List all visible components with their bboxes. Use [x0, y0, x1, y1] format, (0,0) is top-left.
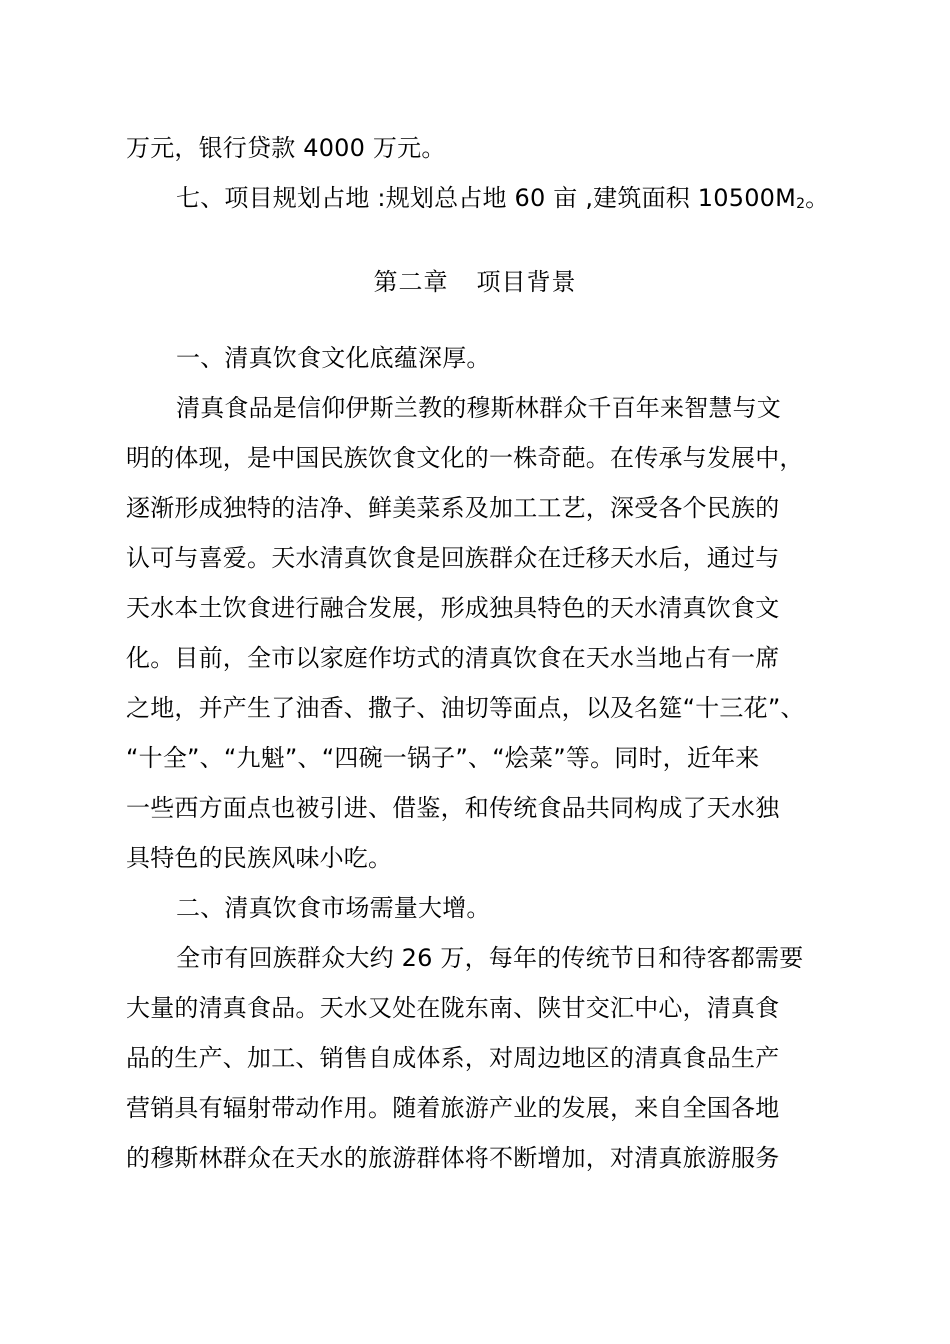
chapter-number: 第二章: [373, 268, 449, 296]
paragraph-line: 的穆斯林群众在天水的旅游群体将不断增加，对清真旅游服务: [126, 1144, 780, 1172]
paragraph-line: 明的体现，是中国民族饮食文化的一株奇葩。在传承与发展中，: [126, 444, 804, 472]
paragraph-line: “十全”、“九魁”、“四碗一锅子”、“烩菜”等。同时，近年来: [126, 744, 760, 772]
paragraph-line: 全市有回族群众大约 26 万，每年的传统节日和待客都需要: [176, 944, 804, 972]
chapter-title: [0, 264, 950, 300]
paragraph-line: 具特色的民族风味小吃。: [126, 844, 393, 872]
paragraph-line: 逐渐形成独特的洁净、鲜美菜系及加工工艺，深受各个民族的: [126, 494, 780, 522]
paragraph-line: 之地，并产生了油香、撒子、油切等面点，以及名筵“十三花”、: [126, 694, 805, 722]
paragraph-line: 天水本土饮食进行融合发展，形成独具特色的天水清真饮食文: [126, 594, 780, 622]
paragraph-line: 大量的清真食品。天水又处在陇东南、陕甘交汇中心，清真食: [126, 994, 780, 1022]
paragraph-line: 认可与喜爱。天水清真饮食是回族群众在迁移天水后，通过与: [126, 544, 780, 572]
paragraph-line: 化。目前，全市以家庭作坊式的清真饮食在天水当地占有一席: [126, 644, 780, 672]
paragraph-line: 营销具有辐射带动作用。随着旅游产业的发展，来自全国各地: [126, 1094, 780, 1122]
land-use-end: 。: [805, 184, 830, 212]
paragraph-line: 一些西方面点也被引进、借鉴，和传统食品共同构成了天水独: [126, 794, 780, 822]
paragraph-line: 清真食品是信仰伊斯兰教的穆斯林群众千百年来智慧与文: [176, 394, 781, 422]
text-line-land-use: [176, 180, 830, 222]
chapter-name: 项目背景: [476, 268, 577, 296]
text-line: 万元，银行贷款 4000 万元。: [126, 134, 446, 162]
land-use-text: 七、项目规划占地 :规划总占地 60 亩 ,建筑面积 10500M: [176, 184, 797, 212]
section-heading: 二、清真饮食市场需量大增。: [176, 894, 491, 922]
subscript-2: 2: [796, 196, 806, 212]
paragraph-line: 品的生产、加工、销售自成体系，对周边地区的清真食品生产: [126, 1044, 780, 1072]
section-heading: 一、清真饮食文化底蕴深厚。: [176, 344, 491, 372]
